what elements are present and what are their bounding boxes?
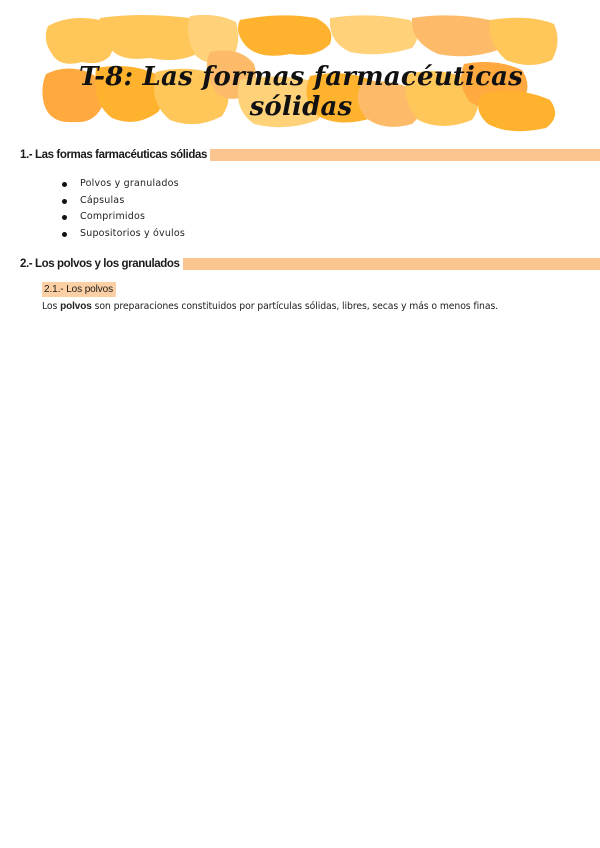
banner-blob [489, 18, 557, 65]
bullet-list [60, 176, 185, 243]
heading-highlight-bar [210, 149, 600, 161]
heading-highlight-bar [183, 258, 600, 270]
list-item [60, 209, 185, 226]
bullet-icon [62, 182, 67, 187]
bold-term: polvos [60, 301, 92, 312]
body-paragraph [42, 300, 498, 314]
subsection-heading: 2.1.- Los polvos [42, 282, 116, 297]
bullet-icon [62, 215, 67, 220]
section-heading-text: 2.- Los polvos y los granulados [20, 258, 180, 270]
section-heading-2 [20, 257, 600, 271]
list-item [60, 226, 185, 243]
list-item-text: Supositorios y óvulos [80, 228, 186, 240]
section-heading-text: 1.- Las formas farmacéuticas sólidas [20, 149, 207, 161]
document-title: T-8: Las formas farmacéuticas sólidas [78, 62, 524, 122]
list-item [60, 176, 185, 193]
list-item-text: Polvos y granulados [80, 178, 179, 189]
list-item [60, 193, 185, 210]
banner-blob [238, 15, 331, 55]
paragraph-text: Los [42, 301, 61, 312]
bullet-icon [62, 199, 67, 204]
section-heading-1 [20, 148, 600, 162]
banner-blob [99, 15, 203, 60]
list-item-text: Cápsulas [80, 194, 125, 206]
banner-blob [330, 15, 418, 54]
paragraph-text: son preparaciones constituidos por partículas sólidas, libres, secas y más o menos finas. [91, 301, 499, 312]
bullet-icon [62, 232, 67, 237]
list-item-text: Comprimidos [80, 211, 146, 223]
banner-blob [412, 15, 503, 56]
title-banner [40, 12, 562, 134]
